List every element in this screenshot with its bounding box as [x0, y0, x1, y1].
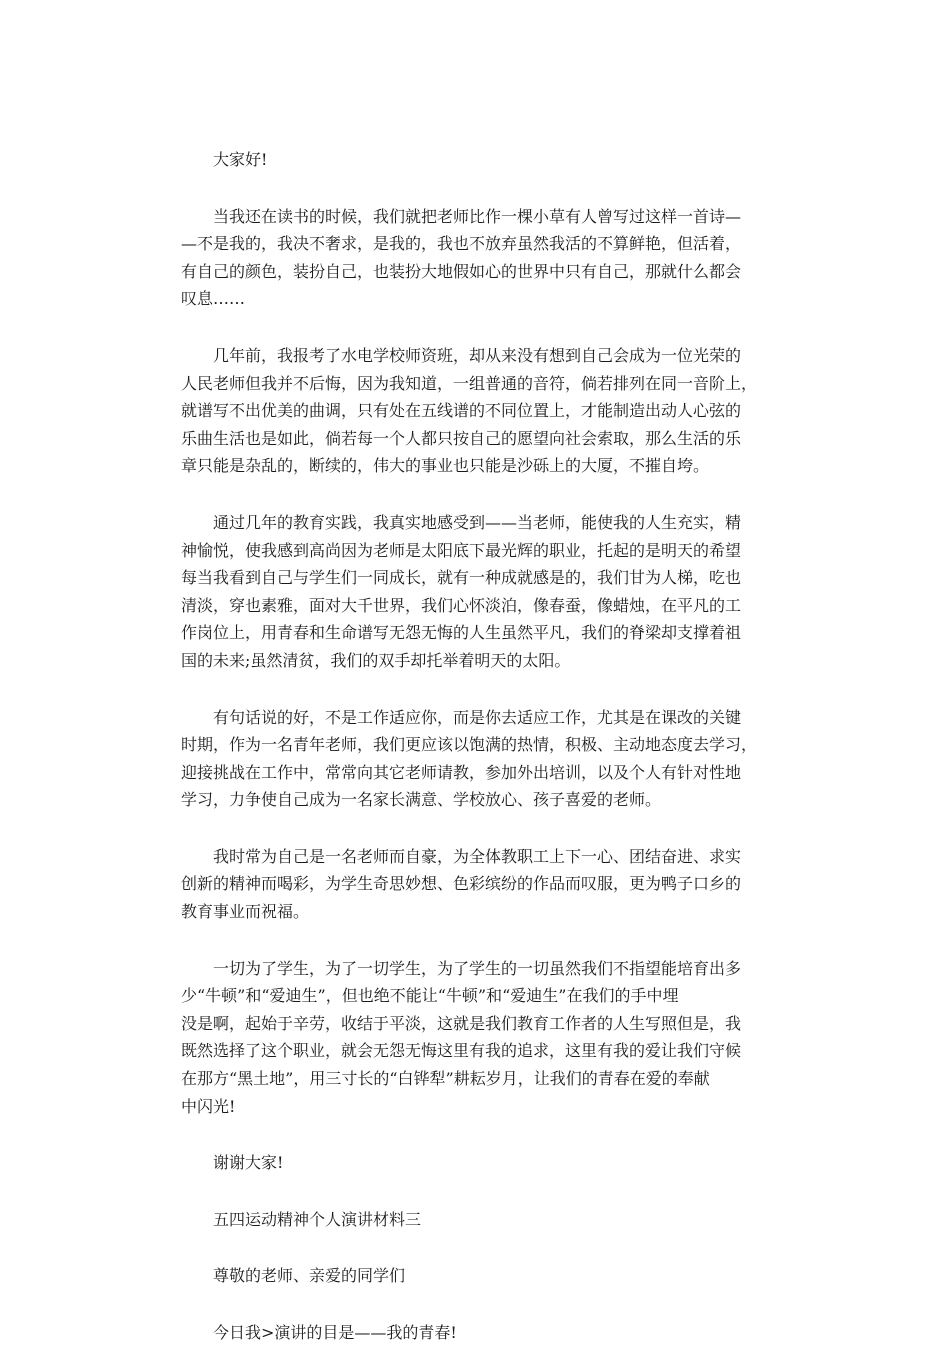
text-line: 叹息…… [181, 289, 246, 309]
text-line: 创新的精神而喝彩，为学生奇思妙想、色彩缤纷的作品而叹服，更为鸭子口乡的 [181, 874, 742, 894]
text-line: 国的未来;虽然清贫，我们的双手却托举着明天的太阳。 [181, 650, 571, 670]
text-line: 中闪光! [181, 1096, 236, 1116]
text-line: 通过几年的教育实践，我真实地感受到——当老师，能使我的人生充实，精 [213, 512, 742, 532]
body-paragraph-4 [181, 704, 777, 814]
text-line: 少“牛顿”和“爱迪生”，但也绝不能让“牛顿”和“爱迪生”在我们的手中埋 [181, 986, 679, 1006]
text-line: 清淡，穿也素雅，面对大千世界，我们心怀淡泊，像春蚕，像蜡烛，在平凡的工 [181, 595, 742, 615]
text-line: 人民老师但我并不后悔，因为我知道，一组普通的音符，倘若排列在同一音阶上， [181, 373, 758, 393]
text-line: —不是我的，我决不奢求，是我的，我也不放弃虽然我活的不算鲜艳，但活着， [181, 234, 742, 254]
text-line: 没是啊，起始于辛劳，收结于平淡，这就是我们教育工作者的人生写照但是，我 [181, 1013, 742, 1033]
section-title [181, 1206, 777, 1234]
document-page [181, 146, 777, 1347]
text-line: 在那方“黑土地”，用三寸长的“白铧犁”耕耘岁月，让我们的青春在爱的奉献 [181, 1069, 710, 1089]
text-line: 谢谢大家! [213, 1153, 284, 1173]
text-line: 有句话说的好，不是工作适应你，而是你去适应工作，尤其是在课改的关键 [213, 707, 742, 727]
text-line: 尊敬的老师、亲爱的同学们 [213, 1266, 406, 1286]
text-line: 神愉悦，使我感到高尚因为老师是太阳底下最光辉的职业，托起的是明天的希望 [181, 540, 742, 560]
text-line: 每当我看到自己与学生们一同成长，就有一种成就感是的，我们甘为人梯，吃也 [181, 568, 742, 588]
text-line: 今日我>演讲的目是——我的青春! [213, 1323, 457, 1342]
text-line: 就谱写不出优美的曲调，只有处在五线谱的不同位置上，才能制造出动人心弦的 [181, 401, 742, 421]
body-paragraph-6 [181, 955, 777, 1121]
text-line: 有自己的颜色，装扮自己，也装扮大地假如心的世界中只有自己，那就什么都会 [181, 261, 742, 281]
text-line: 章只能是杂乱的，断续的，伟大的事业也只能是沙砾上的大厦，不摧自垮。 [181, 456, 710, 476]
body-paragraph-2 [181, 342, 777, 480]
text-line: 几年前，我报考了水电学校师资班，却从来没有想到自己会成为一位光荣的 [213, 345, 742, 365]
body-paragraph-3 [181, 509, 777, 675]
greeting-paragraph [181, 146, 777, 174]
text-line: 迎接挑战在工作中，常常向其它老师请教，参加外出培训，以及个人有针对性地 [181, 762, 742, 782]
text-line: 一切为了学生，为了一切学生，为了学生的一切虽然我们不指望能培育出多 [213, 958, 742, 978]
text-line: 时期，作为一名青年老师，我们更应该以饱满的热情，积极、主动地态度去学习， [181, 735, 758, 755]
closing-thanks [181, 1149, 777, 1177]
text-line: 五四运动精神个人演讲材料三 [213, 1209, 422, 1229]
salutation [181, 1262, 777, 1290]
text-line: 当我还在读书的时候，我们就把老师比作一棵小草有人曾写过这样一首诗— [213, 206, 742, 226]
text-line: 我时常为自己是一名老师而自豪，为全体教职工上下一心、团结奋进、求实 [213, 846, 742, 866]
text-line: 既然选择了这个职业，就会无怨无悔这里有我的追求，这里有我的爱让我们守候 [181, 1041, 742, 1061]
text-line: 乐曲生活也是如此，倘若每一个人都只按自己的愿望向社会索取，那么生活的乐 [181, 428, 742, 448]
text-line: 学习，力争使自己成为一名家长满意、学校放心、孩子喜爱的老师。 [181, 790, 662, 810]
speech-topic [181, 1319, 777, 1347]
text-line: 教育事业而祝福。 [181, 902, 310, 922]
text-line: 大家好! [213, 150, 268, 169]
body-paragraph-1 [181, 203, 777, 313]
body-paragraph-5 [181, 843, 777, 926]
text-line: 作岗位上，用青春和生命谱写无怨无悔的人生虽然平凡，我们的脊梁却支撑着祖 [181, 623, 742, 643]
